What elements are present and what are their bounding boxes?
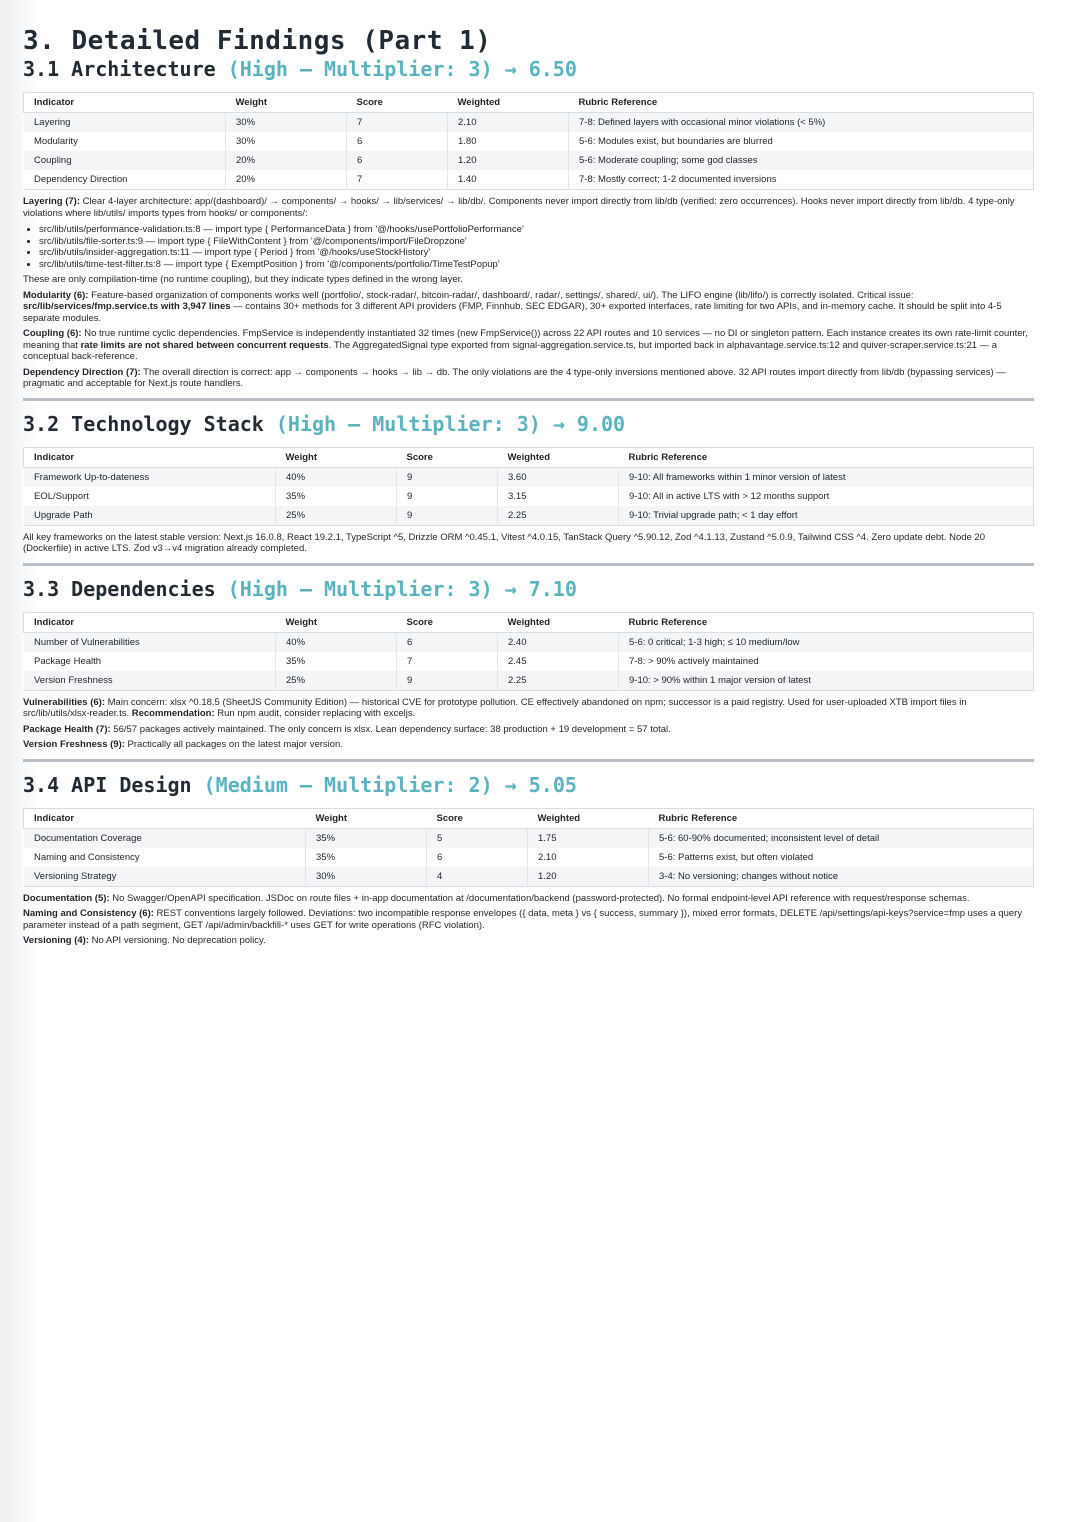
cell: 20% xyxy=(226,170,347,190)
header-score: Score xyxy=(397,612,498,632)
section-technology-stack xyxy=(23,411,1034,555)
cell: 2.10 xyxy=(528,848,649,867)
cell: 7-8: > 90% actively maintained xyxy=(619,652,1034,671)
cell: Version Freshness xyxy=(24,671,276,691)
paragraph-layering xyxy=(23,196,1034,219)
cell: 9 xyxy=(397,506,498,526)
cell: 9-10: All frameworks within 1 minor version of latest xyxy=(619,467,1034,487)
header-weighted: Weighted xyxy=(498,447,619,467)
section-title: 3.3 Dependencies xyxy=(23,576,216,601)
cell: 2.45 xyxy=(498,652,619,671)
paragraph-text: 56/57 packages actively maintained. The only concern is xlsx. Lean dependency surface: 38 production + 19 development = 57 total. xyxy=(110,723,671,735)
table-row xyxy=(24,487,1034,506)
cell: 3.15 xyxy=(498,487,619,506)
paragraph-emphasis: rate limits are not shared between concurrent requests xyxy=(80,339,329,351)
table-row xyxy=(24,652,1034,671)
findings-table xyxy=(23,447,1034,526)
header-weighted: Weighted xyxy=(498,612,619,632)
paragraph-text: Practically all packages on the latest major version. xyxy=(124,739,343,750)
paragraph-modularity xyxy=(23,290,1034,325)
cell: 1.20 xyxy=(528,867,649,887)
section-qualifier: (Medium — Multiplier: 2) → 5.05 xyxy=(203,772,577,797)
paragraph-text: No true runtime cyclic dependencies. FmpService is independently instantiated 32 times (new FmpService()) across 22 API routes and 10 services — no DI or singleton pattern. Each instance creates its own rate-limit counter, meaning that xyxy=(23,328,1028,351)
section-qualifier: (High — Multiplier: 3) → 9.00 xyxy=(275,411,626,436)
cell: 9 xyxy=(397,671,498,691)
paragraph-label: Modularity (6): xyxy=(23,289,89,301)
findings-table xyxy=(23,612,1034,691)
cell: 2.25 xyxy=(498,506,619,526)
paragraph-label: Layering (7): xyxy=(23,196,81,207)
cell: 1.40 xyxy=(448,170,569,190)
cell: 4 xyxy=(427,867,528,887)
cell: Documentation Coverage xyxy=(24,828,306,848)
paragraph-emphasis: src/lib/services/fmp.service.ts with 3,947 lines xyxy=(23,301,231,312)
cell: 5-6: Patterns exist, but often violated xyxy=(649,848,1034,867)
paragraph-text: No Swagger/OpenAPI specification. JSDoc on route files + in-app documentation at /documentation/backend (password-protected). No formal endpoint-level API reference with request/response schemas. xyxy=(109,892,970,904)
cell: 30% xyxy=(226,113,347,133)
cell: 6 xyxy=(397,632,498,652)
section-heading xyxy=(23,772,1034,798)
paragraph-label: Package Health (7): xyxy=(23,723,111,735)
cell: 3-4: No versioning; changes without notice xyxy=(649,867,1034,887)
paragraph-text: No API versioning. No deprecation policy. xyxy=(88,935,266,946)
cell: Coupling xyxy=(24,151,226,170)
paragraph-label: Versioning (4): xyxy=(23,935,89,946)
paragraph-label: Dependency Direction (7): xyxy=(23,366,141,378)
header-weighted: Weighted xyxy=(528,808,649,828)
cell: 35% xyxy=(276,652,397,671)
cell: Framework Up-to-dateness xyxy=(24,467,276,487)
table-row xyxy=(24,467,1034,487)
cell: EOL/Support xyxy=(24,487,276,506)
cell: 30% xyxy=(306,867,427,887)
table-row xyxy=(24,867,1034,887)
list-item: • src/lib/utils/time-test-filter.ts:8 — import type { ExemptPosition } from '@/components/portfolio/TimeTestPopup' xyxy=(39,259,1034,271)
paragraph-text: The overall direction is correct: app → components → hooks → lib → db. The only violations are the 4 type-only inversions mentioned above. 32 API routes import directly from lib/db (bypassing services) — pragmatic and acceptable for Next.js route handlers. xyxy=(23,366,1006,389)
paragraph-text: REST conventions largely followed. Deviations: two incompatible response envelopes ({ data, meta } vs { success, summary }), mixed error formats, DELETE /api/settings/api-keys?service=fmp uses a query parameter instead of a path segment, GET /api/admin/backfill-* uses GET for write operations (RFC violation). xyxy=(23,908,1023,931)
cell: 6 xyxy=(347,132,448,151)
table-header-row xyxy=(24,93,1034,113)
cell: 9-10: > 90% within 1 major version of latest xyxy=(619,671,1034,691)
paragraph-naming xyxy=(23,908,1034,931)
section-heading xyxy=(23,576,1034,602)
list-item: • src/lib/utils/performance-validation.ts:8 — import type { PerformanceData } from '@/hooks/usePortfolioPerformance' xyxy=(39,224,1034,236)
cell: 25% xyxy=(276,506,397,526)
table-header-row xyxy=(24,447,1034,467)
table-row xyxy=(24,848,1034,867)
header-rubric: Rubric Reference xyxy=(619,447,1034,467)
cell: 35% xyxy=(276,487,397,506)
section-divider xyxy=(23,759,1034,762)
cell: 2.25 xyxy=(498,671,619,691)
cell: 1.80 xyxy=(448,132,569,151)
section-title: 3.2 Technology Stack xyxy=(23,411,264,436)
cell: 9 xyxy=(397,467,498,487)
cell: 25% xyxy=(276,671,397,691)
section-qualifier: (High — Multiplier: 3) → 7.10 xyxy=(227,576,577,601)
paragraph-vulnerabilities xyxy=(23,697,1034,720)
cell: Number of Vulnerabilities xyxy=(24,632,276,652)
paragraph-stack-summary: All key frameworks on the latest stable version: Next.js 16.0.8, React 19.2.1, TypeScript ^5, Drizzle ORM ^0.45.1, Vitest ^4.0.15, TanStack Query ^5.90.12, Zod ^4.1.13, Zustand ^5.0.9, Tailwind CSS ^4. Zero update debt. Node 20 (Dockerfile) in active LTS. Zod v3→v4 migration already completed. xyxy=(23,531,986,554)
paragraph-label: Coupling (6): xyxy=(23,328,82,339)
cell: 6 xyxy=(427,848,528,867)
cell: 6 xyxy=(347,151,448,170)
table-row xyxy=(24,113,1034,133)
header-indicator: Indicator xyxy=(24,612,276,632)
header-weight: Weight xyxy=(276,612,397,632)
cell: 7-8: Defined layers with occasional minor violations (< 5%) xyxy=(569,113,1034,133)
paragraph-coupling xyxy=(23,328,1034,363)
section-api-design xyxy=(23,772,1034,947)
paragraph-text: Clear 4-layer architecture: app/(dashboard)/ → components/ → hooks/ → lib/services/ → lib/db/. Components never import directly from lib/db (verified: zero occurrences). Hooks never import directly from lib/db. 4 type-only violations where lib/utils/ imports types from hooks/ or components/: xyxy=(23,196,1015,219)
cell: 9 xyxy=(397,487,498,506)
section-dependencies xyxy=(23,576,1034,751)
cell: 7 xyxy=(397,652,498,671)
cell: Layering xyxy=(24,113,226,133)
cell: Package Health xyxy=(24,652,276,671)
header-score: Score xyxy=(347,93,448,113)
page-title: 3. Detailed Findings (Part 1) xyxy=(23,26,492,56)
header-indicator: Indicator xyxy=(24,93,226,113)
section-heading xyxy=(23,56,1034,82)
cell: 35% xyxy=(306,828,427,848)
header-weight: Weight xyxy=(306,808,427,828)
cell: Versioning Strategy xyxy=(24,867,306,887)
header-weight: Weight xyxy=(226,93,347,113)
cell: 2.10 xyxy=(448,113,569,133)
cell: Naming and Consistency xyxy=(24,848,306,867)
paragraph-text: Feature-based organization of components works well (portfolio/, stock-radar/, bitcoin-radar/, dashboard/, radar/, settings/, shared/, ui/). The LIFO engine (lib/lifo/) is correctly isolated. Critical issue: xyxy=(88,289,914,301)
header-score: Score xyxy=(427,808,528,828)
cell: 40% xyxy=(276,467,397,487)
header-rubric: Rubric Reference xyxy=(569,93,1034,113)
cell: Upgrade Path xyxy=(24,506,276,526)
table-row xyxy=(24,828,1034,848)
cell: 9-10: All in active LTS with > 12 months support xyxy=(619,487,1034,506)
cell: 3.60 xyxy=(498,467,619,487)
paragraph-label: Documentation (5): xyxy=(23,892,110,904)
cell: 5-6: 60-90% documented; inconsistent level of detail xyxy=(649,828,1034,848)
cell: Modularity xyxy=(24,132,226,151)
paragraph-emphasis: Recommendation: xyxy=(131,708,215,719)
cell: 1.75 xyxy=(528,828,649,848)
table-row xyxy=(24,151,1034,170)
cell: 5-6: Moderate coupling; some god classes xyxy=(569,151,1034,170)
section-divider xyxy=(23,398,1034,401)
paragraph-text: — contains 30+ methods for 3 different API providers (FMP, Finnhub, SEC EDGAR), 30+ exported interfaces, rate limiting for two APIs, and in-memory cache. It should be split into 4-5 separate modules. xyxy=(23,301,1002,324)
cell: 1.20 xyxy=(448,151,569,170)
cell: 7 xyxy=(347,113,448,133)
cell: 30% xyxy=(226,132,347,151)
paragraph-version-freshness xyxy=(23,739,1034,751)
cell: 5 xyxy=(427,828,528,848)
header-indicator: Indicator xyxy=(24,447,276,467)
cell: 40% xyxy=(276,632,397,652)
table-row xyxy=(24,632,1034,652)
table-row xyxy=(24,170,1034,190)
header-score: Score xyxy=(397,447,498,467)
findings-table xyxy=(23,92,1034,190)
section-qualifier: (High — Multiplier: 3) → 6.50 xyxy=(227,57,577,81)
cell: 9-10: Trivial upgrade path; < 1 day effort xyxy=(619,506,1034,526)
paragraph-versioning xyxy=(23,935,1034,947)
paragraph-label: Vulnerabilities (6): xyxy=(23,696,105,708)
paragraph-text: . The AggregatedSignal type exported from signal-aggregation.service.ts, but imported back in alphavantage.service.ts:12 and quiver-scraper.service.ts:21 — a conceptual back-reference. xyxy=(23,339,998,362)
paragraph-documentation xyxy=(23,893,1034,905)
findings-table xyxy=(23,808,1034,887)
header-weighted: Weighted xyxy=(448,93,569,113)
paragraph-after-list: These are only compilation-time (no runtime coupling), but they indicate types defined in the wrong layer. xyxy=(23,274,463,285)
cell: Dependency Direction xyxy=(24,170,226,190)
cell: 5-6: 0 critical; 1-3 high; ≤ 10 medium/low xyxy=(619,632,1034,652)
cell: 20% xyxy=(226,151,347,170)
cell: 7-8: Mostly correct; 1-2 documented inversions xyxy=(569,170,1034,190)
section-heading xyxy=(23,411,1034,437)
section-title: 3.1 Architecture xyxy=(23,57,216,81)
paragraph-dependency-direction xyxy=(23,367,1034,390)
table-row xyxy=(24,671,1034,691)
paragraph-label: Naming and Consistency (6): xyxy=(23,908,154,919)
cell: 35% xyxy=(306,848,427,867)
paragraph-package-health xyxy=(23,724,1034,736)
table-row xyxy=(24,132,1034,151)
table-row xyxy=(24,506,1034,526)
list-item: • src/lib/utils/file-sorter.ts:9 — import type { FileWithContent } from '@/components/import/FileDropzone' xyxy=(39,236,1034,248)
paragraph-text: Run npm audit, consider replacing with exceljs. xyxy=(214,708,416,719)
cell: 2.40 xyxy=(498,632,619,652)
header-weight: Weight xyxy=(276,447,397,467)
list-item: • src/lib/utils/insider-aggregation.ts:11 — import type { Period } from '@/hooks/useStockHistory' xyxy=(39,247,1034,259)
section-divider xyxy=(23,563,1034,566)
violation-list xyxy=(23,224,1034,270)
section-title: 3.4 API Design xyxy=(23,772,192,797)
section-architecture xyxy=(23,56,1034,390)
cell: 5-6: Modules exist, but boundaries are blurred xyxy=(569,132,1034,151)
header-rubric: Rubric Reference xyxy=(649,808,1034,828)
table-header-row xyxy=(24,612,1034,632)
header-rubric: Rubric Reference xyxy=(619,612,1034,632)
paragraph-label: Version Freshness (9): xyxy=(23,739,125,750)
cell: 7 xyxy=(347,170,448,190)
header-indicator: Indicator xyxy=(24,808,306,828)
paragraph-text: Main concern: xlsx ^0.18.5 (SheetJS Community Edition) — historical CVE for prototype pollution. CE effectively abandoned on npm; successor is a paid registry. Used for user-uploaded XTB import files in src/lib/utils/xlsx-reader.ts. xyxy=(23,696,967,719)
table-header-row xyxy=(24,808,1034,828)
